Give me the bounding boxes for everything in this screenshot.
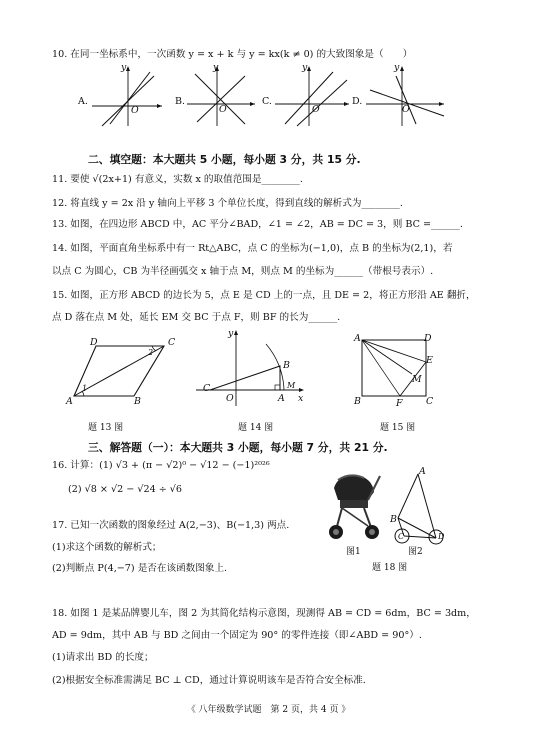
- fig15-label-d: D: [424, 333, 432, 344]
- fig14-label-a: A: [278, 393, 285, 404]
- fig18-label-d: D: [438, 532, 445, 541]
- q15-line2: 点 D 落在点 M 处，延长 EM 交 BC 于点 F，则 BF 的长为______.: [52, 312, 341, 323]
- q17-stem: 17. 已知一次函数的图象经过 A(2,−3)、B(−1,3) 两点.: [52, 520, 290, 531]
- q13-text: 13. 如图，在四边形 ABCD 中，AC 平分∠BAD，∠1 = ∠2，AB = DC = 3，则 BC =______.: [52, 219, 463, 230]
- fig13-label-d: D: [90, 337, 98, 348]
- fig13-label-2: 2: [148, 348, 154, 357]
- fig18-label-b: B: [390, 514, 397, 525]
- q10-option-a-label: A.: [78, 96, 88, 107]
- q10-graph-d: [366, 66, 446, 126]
- q16-line1: 16. 计算：(1) √3 + (π − √2)⁰ − √12 − (−1)²⁰²⁶: [52, 460, 270, 471]
- fig13-label-b: B: [134, 396, 141, 407]
- q10-graph-a-origin: O: [131, 105, 139, 116]
- fig13-label-1: 1: [82, 384, 88, 393]
- q14-line1: 14. 如图，平面直角坐标系中有一 Rt△ABC，点 C 的坐标为(−1,0)，点 B 的坐标为(2,1)，若: [52, 243, 453, 254]
- q16-line2: (2) √8 × √2 − √24 ÷ √6: [68, 484, 183, 495]
- q10-graph-a-y: y: [121, 62, 127, 73]
- fig18-caption: 题 18 图: [372, 563, 408, 573]
- fig18-sub1: 图1: [346, 547, 361, 557]
- q10-graph-b: [187, 66, 257, 126]
- fig15-label-e: E: [426, 355, 433, 366]
- q14-line2: 以点 C 为圆心，CB 为半径画弧交 x 轴于点 M，则点 M 的坐标为______（带根号表示）.: [52, 266, 434, 277]
- page-footer: 《 八年级数学试题 第 2 页，共 4 页 》: [186, 705, 351, 715]
- fig15-caption: 题 15 图: [380, 423, 416, 433]
- fig15-label-f: F: [396, 398, 403, 409]
- fig15-label-b: B: [354, 396, 361, 407]
- q18-part1: (1)请求出 BD 的长度；: [52, 652, 154, 663]
- section3-title: 三、解答题（一）：本大题共 3 小题，每小题 7 分，共 21 分.: [88, 441, 388, 454]
- fig14-label-x: x: [298, 393, 304, 404]
- q10-graph-c-y: y: [302, 62, 308, 73]
- fig15-label-a: A: [354, 333, 361, 344]
- fig13-label-a: A: [66, 396, 73, 407]
- q10-graph-a: [92, 66, 162, 126]
- fig14-label-b: B: [283, 360, 290, 371]
- q10-graph-b-y: y: [213, 62, 219, 73]
- q10-graph-d-y: y: [394, 62, 400, 73]
- q10-graph-b-origin: O: [219, 104, 227, 115]
- q17-part2: (2)判断点 P(4,−7) 是否在该函数图象上.: [52, 563, 228, 574]
- q18-line1: 18. 如图 1 是某品牌婴儿车，图 2 为其简化结构示意图，现测得 AB = CD = 6dm，BC = 3dm，: [52, 608, 476, 619]
- fig13-caption: 题 13 图: [88, 423, 124, 433]
- q10-option-c-label: C.: [262, 96, 272, 107]
- section2-title: 二、填空题：本大题共 5 小题，每小题 3 分，共 15 分.: [88, 153, 361, 166]
- fig18-label-a: A: [419, 466, 426, 477]
- fig14-label-c: C: [203, 383, 211, 394]
- fig13-diagram: [64, 338, 174, 408]
- q10-graph-d-origin: O: [402, 104, 410, 115]
- fig15-label-m: M: [412, 374, 422, 385]
- q10-graph-c: [275, 66, 351, 126]
- q17-part1: (1)求这个函数的解析式；: [52, 542, 162, 553]
- fig13-label-c: C: [168, 337, 176, 348]
- q15-line1: 15. 如图，正方形 ABCD 的边长为 5，点 E 是 CD 上的一点，且 DE = 2，将正方形沿 AE 翻折，: [52, 290, 476, 301]
- q10-graph-c-origin: O: [312, 104, 320, 115]
- q10-option-b-label: B.: [175, 96, 186, 107]
- q18-part2: (2)根据安全标准需满足 BC ⊥ CD，通过计算说明该车是否符合安全标准.: [52, 675, 366, 686]
- fig14-label-m: M: [287, 381, 296, 390]
- fig14-caption: 题 14 图: [238, 423, 274, 433]
- q18-line2: AD = 9dm，其中 AB 与 BD 之间由一个固定为 90° 的零件连接（即∠ABD = 90°）.: [52, 630, 422, 641]
- q11-text: 11. 要使 √(2x+1) 有意义，实数 x 的取值范围是________.: [52, 174, 303, 185]
- fig15-diagram: [360, 338, 432, 400]
- q10-option-d-label: D.: [352, 96, 363, 107]
- fig14-label-y: y: [228, 328, 234, 339]
- fig18-sub2: 图2: [408, 547, 423, 557]
- q10-stem: 10. 在同一坐标系中，一次函数 y = x + k 与 y = kx(k ≠ 0) 的大致图象是（ ）: [52, 49, 413, 60]
- q12-text: 12. 将直线 y = 2x 沿 y 轴向上平移 3 个单位长度，得到直线的解析式为________.: [52, 198, 403, 209]
- fig15-label-c: C: [426, 396, 434, 407]
- fig14-label-o: O: [226, 393, 234, 404]
- stroller-photo: [328, 470, 384, 542]
- fig18-label-c: C: [398, 532, 405, 541]
